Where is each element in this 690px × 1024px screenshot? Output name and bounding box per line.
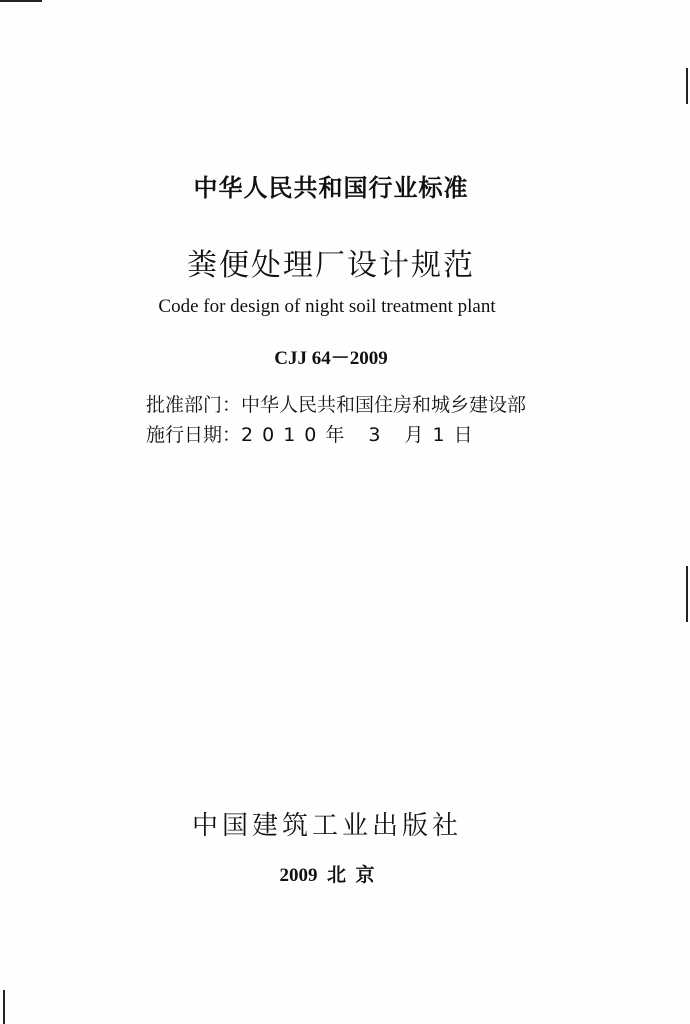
scan-edge-mark bbox=[686, 566, 688, 622]
approval-label: 批准部门： bbox=[146, 394, 242, 416]
effective-label: 施行日期： bbox=[146, 424, 242, 446]
standard-code: CJJ 64－2009 bbox=[274, 348, 388, 369]
scan-edge-mark bbox=[686, 68, 688, 104]
scan-edge-mark bbox=[0, 0, 42, 2]
document-title-english: Code for design of night soil treatment plant bbox=[158, 296, 496, 317]
effective-date-row bbox=[146, 420, 482, 447]
standard-type: 中华人民共和国行业标准 bbox=[193, 174, 469, 202]
scan-edge-mark bbox=[3, 990, 5, 1024]
publisher-name: 中国建筑工业出版社 bbox=[191, 811, 462, 841]
effective-value: 2010年 3 月1日 bbox=[241, 424, 482, 446]
approval-value: 中华人民共和国住房和城乡建设部 bbox=[241, 394, 527, 416]
document-title-chinese: 粪便处理厂设计规范 bbox=[187, 248, 475, 283]
publication-year-place: 2009 北 京 bbox=[279, 865, 375, 886]
approval-department-row bbox=[146, 390, 526, 417]
